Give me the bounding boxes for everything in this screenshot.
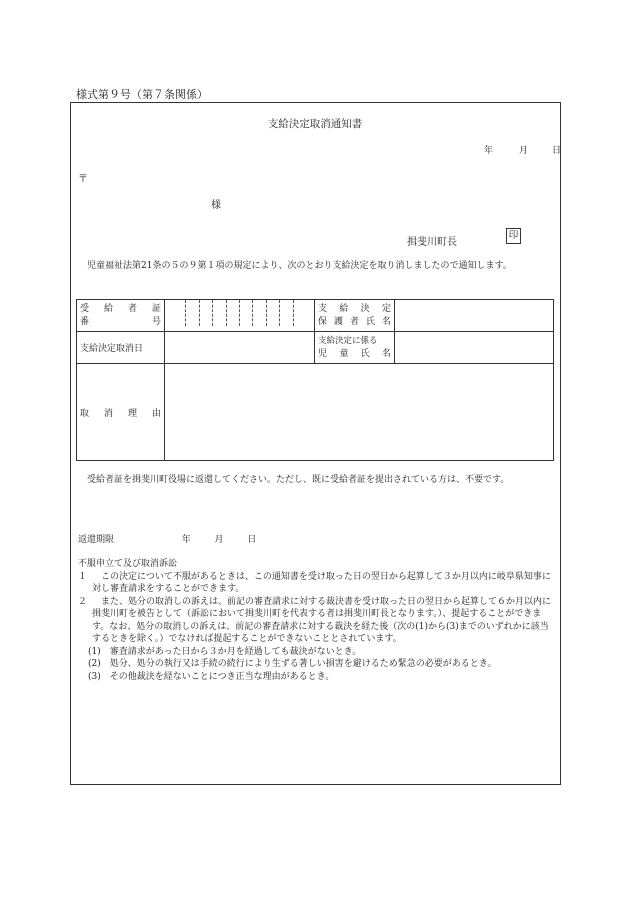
reason-label: 取 消 理 由	[77, 364, 165, 461]
appeal-heading: 不服申立て及び取消訴訟	[78, 559, 178, 569]
appeal-item-1: １ この決定について不服があるときは、この通知書を受け取った日の翌日から起算して３か月以内に岐阜県知事に対し審査請求をすることができます。	[78, 571, 551, 594]
recipient-honorific: 様	[211, 200, 221, 211]
decision-table	[76, 299, 554, 461]
return-deadline-day: 日	[247, 535, 257, 545]
cancel-date-field[interactable]	[165, 332, 315, 364]
appeal-sub-2: (2) 処分、処分の執行又は手続の続行により生ずる著しい損害を避けるため緊急の必要があるとき。	[88, 659, 497, 669]
return-deadline	[78, 532, 256, 545]
intro-paragraph: 児童福祉法第21条の５の９第１項の規定により、次のとおり支給決定を取り消しましたので通知します。	[87, 261, 512, 271]
child-name-label: 支給決定に係る 児 童 氏 名	[315, 332, 395, 364]
cancel-date-label: 支給決定取消日	[77, 332, 165, 364]
appeal-sub-3: (3) その他裁決を経ないことにつき正当な理由があるとき。	[88, 671, 335, 682]
postal-mark: 〒	[78, 174, 88, 185]
date-month: 月	[519, 146, 529, 156]
cert-number-digit-boxes[interactable]	[165, 300, 315, 332]
return-deadline-year: 年	[181, 535, 191, 545]
guardian-name-field[interactable]	[395, 300, 554, 332]
return-notice: 受給者証を揖斐川町役場に返還してください。ただし、既に受給者証を提出されている方は、不要です。	[87, 475, 510, 485]
seal-mark: 印	[506, 228, 521, 244]
appeal-section	[78, 558, 556, 683]
cert-number-label: 受 給 者 証 番 号	[77, 300, 165, 332]
return-deadline-month: 月	[214, 535, 224, 545]
return-deadline-label: 返還期限	[78, 535, 115, 545]
appeal-item-2: ２ また、処分の取消しの訴えは、前記の審査請求に対する裁決書を受け取った日の翌日から起算して６か月以内に揖斐川町を被告として（訴訟において揖斐川町を代表する者は揖斐川町長となります。）、提起することができます。なお、処分の取消しの訴えは、前記の審査請求に対する裁決を経た後（次の(1)から(3)までのいずれかに該当するときを除く。）でなければ提起することができないこととされています。	[78, 596, 552, 644]
document-title: 支給決定取消通知書	[267, 118, 363, 130]
reason-field[interactable]	[165, 364, 554, 461]
guardian-name-label: 支 給 決 定 保 護 者 氏 名	[315, 300, 395, 332]
form-number-label: 様式第９号（第７条関係）	[76, 88, 208, 101]
issue-date	[484, 143, 561, 156]
appeal-sub-1: (1) 審査請求があった日から３か月を経過しても裁決がないとき。	[88, 646, 362, 657]
issuer-name: 揖斐川町長	[407, 237, 457, 248]
date-year: 年	[484, 146, 494, 156]
date-day: 日	[552, 146, 562, 156]
child-name-field[interactable]	[395, 332, 554, 364]
